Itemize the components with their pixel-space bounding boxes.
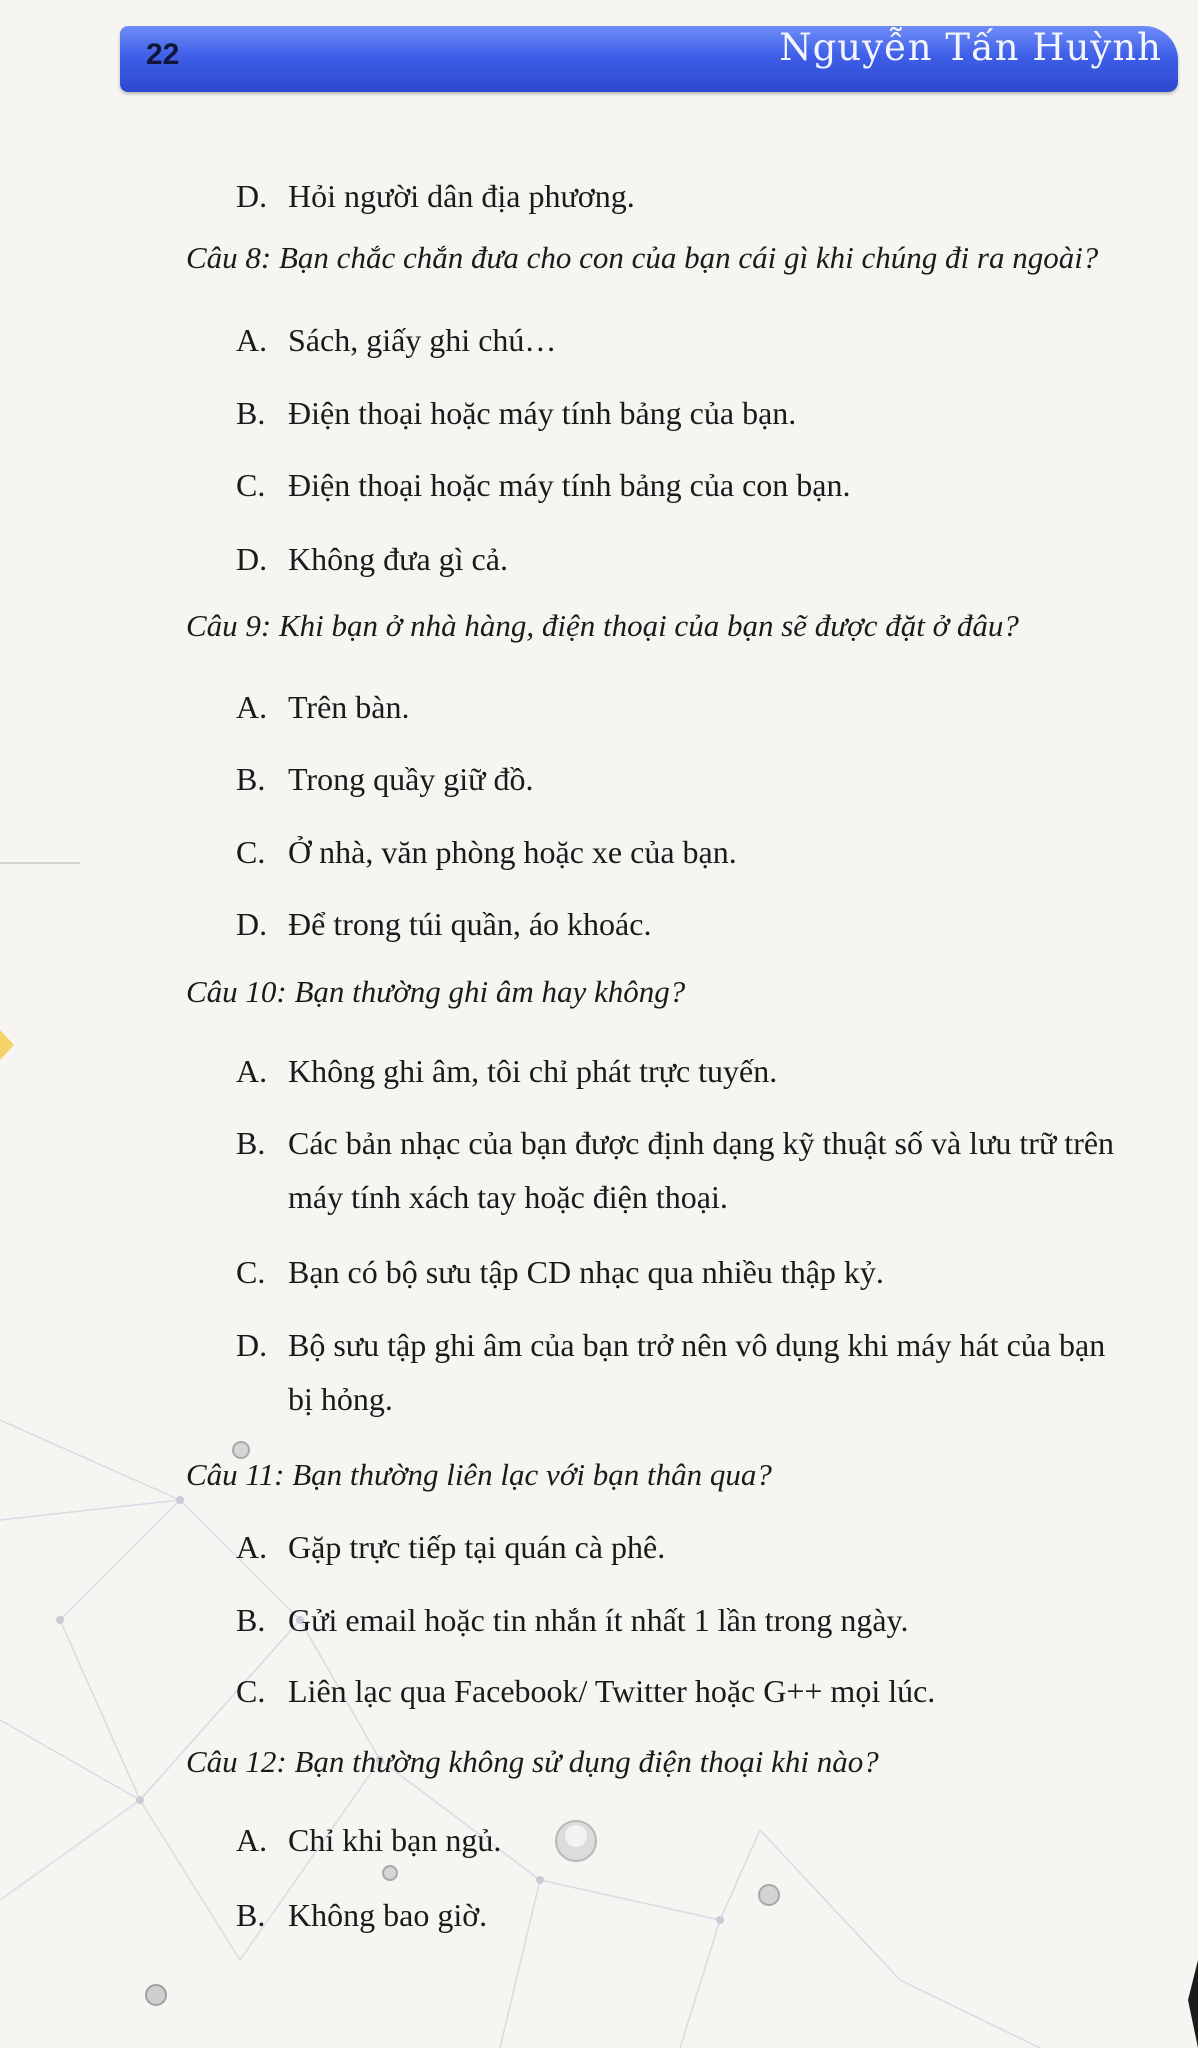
option-a xyxy=(236,680,1136,734)
option-letter: A. xyxy=(236,1053,268,1089)
option-text: Bạn có bộ sưu tập CD nhạc qua nhiều thập kỷ. xyxy=(288,1254,884,1290)
option-letter: D. xyxy=(236,178,268,214)
option-b xyxy=(236,1888,1136,1942)
option-text: Ở nhà, văn phòng hoặc xe của bạn. xyxy=(288,834,737,870)
option-letter: C. xyxy=(236,1673,266,1709)
page-number: 22 xyxy=(146,38,180,71)
option-text: Không ghi âm, tôi chỉ phát trực tuyến. xyxy=(288,1053,778,1089)
option-a xyxy=(236,1813,1136,1867)
option-text: Điện thoại hoặc máy tính bảng của con bạn. xyxy=(288,467,851,503)
option-letter: D. xyxy=(236,541,268,577)
question-12: Câu 12: Bạn thường không sử dụng điện thoại khi nào? xyxy=(186,1744,879,1779)
option-b xyxy=(236,1593,1136,1647)
question-10: Câu 10: Bạn thường ghi âm hay không? xyxy=(186,974,686,1009)
option-text: Trong quầy giữ đồ. xyxy=(288,761,534,797)
option-letter: C. xyxy=(236,834,266,870)
option-d xyxy=(236,532,1136,586)
option-letter: B. xyxy=(236,761,266,797)
option-b xyxy=(236,1116,1136,1224)
option-text: Để trong túi quần, áo khoác. xyxy=(288,906,652,942)
option-text: Điện thoại hoặc máy tính bảng của bạn. xyxy=(288,395,797,431)
option-d xyxy=(236,169,1136,223)
option-d xyxy=(236,1318,1136,1426)
option-text: Không đưa gì cả. xyxy=(288,541,508,577)
option-d xyxy=(236,897,1136,951)
option-a xyxy=(236,1520,1136,1574)
option-text: Chỉ khi bạn ngủ. xyxy=(288,1822,502,1858)
option-text: Gửi email hoặc tin nhắn ít nhất 1 lần trong ngày. xyxy=(288,1602,909,1638)
option-letter: A. xyxy=(236,689,268,725)
option-letter: B. xyxy=(236,1897,266,1933)
option-a xyxy=(236,313,1136,367)
option-text: Sách, giấy ghi chú… xyxy=(288,322,557,358)
option-text: Trên bàn. xyxy=(288,689,410,725)
option-c xyxy=(236,1245,1136,1299)
option-text: Các bản nhạc của bạn được định dạng kỹ thuật số và lưu trữ trên máy tính xách tay hoặc điện thoại. xyxy=(288,1125,1115,1215)
option-letter: A. xyxy=(236,1822,268,1858)
option-a xyxy=(236,1044,1136,1098)
question-11: Câu 11: Bạn thường liên lạc với bạn thân qua? xyxy=(186,1457,772,1492)
option-letter: B. xyxy=(236,395,266,431)
option-letter: C. xyxy=(236,1254,266,1290)
option-letter: D. xyxy=(236,1327,268,1363)
option-text: Liên lạc qua Facebook/ Twitter hoặc G++ mọi lúc. xyxy=(288,1673,936,1709)
option-text: Bộ sưu tập ghi âm của bạn trở nên vô dụng khi máy hát của bạn bị hỏng. xyxy=(288,1327,1106,1417)
option-letter: A. xyxy=(236,1529,268,1565)
option-text: Không bao giờ. xyxy=(288,1897,488,1933)
option-letter: C. xyxy=(236,467,266,503)
option-text: Hỏi người dân địa phương. xyxy=(288,178,635,214)
option-c xyxy=(236,1664,1136,1718)
option-letter: B. xyxy=(236,1602,266,1638)
question-8: Câu 8: Bạn chắc chắn đưa cho con của bạn cái gì khi chúng đi ra ngoài? xyxy=(186,240,1099,275)
option-letter: B. xyxy=(236,1125,266,1161)
question-9: Câu 9: Khi bạn ở nhà hàng, điện thoại của bạn sẽ được đặt ở đâu? xyxy=(186,608,1019,643)
option-letter: A. xyxy=(236,322,268,358)
running-header-author: Nguyễn Tấn Huỳnh xyxy=(779,26,1162,69)
option-c xyxy=(236,458,1136,512)
option-text: Gặp trực tiếp tại quán cà phê. xyxy=(288,1529,666,1565)
option-letter: D. xyxy=(236,906,268,942)
option-b xyxy=(236,752,1136,806)
option-c xyxy=(236,825,1136,879)
option-b xyxy=(236,386,1136,440)
